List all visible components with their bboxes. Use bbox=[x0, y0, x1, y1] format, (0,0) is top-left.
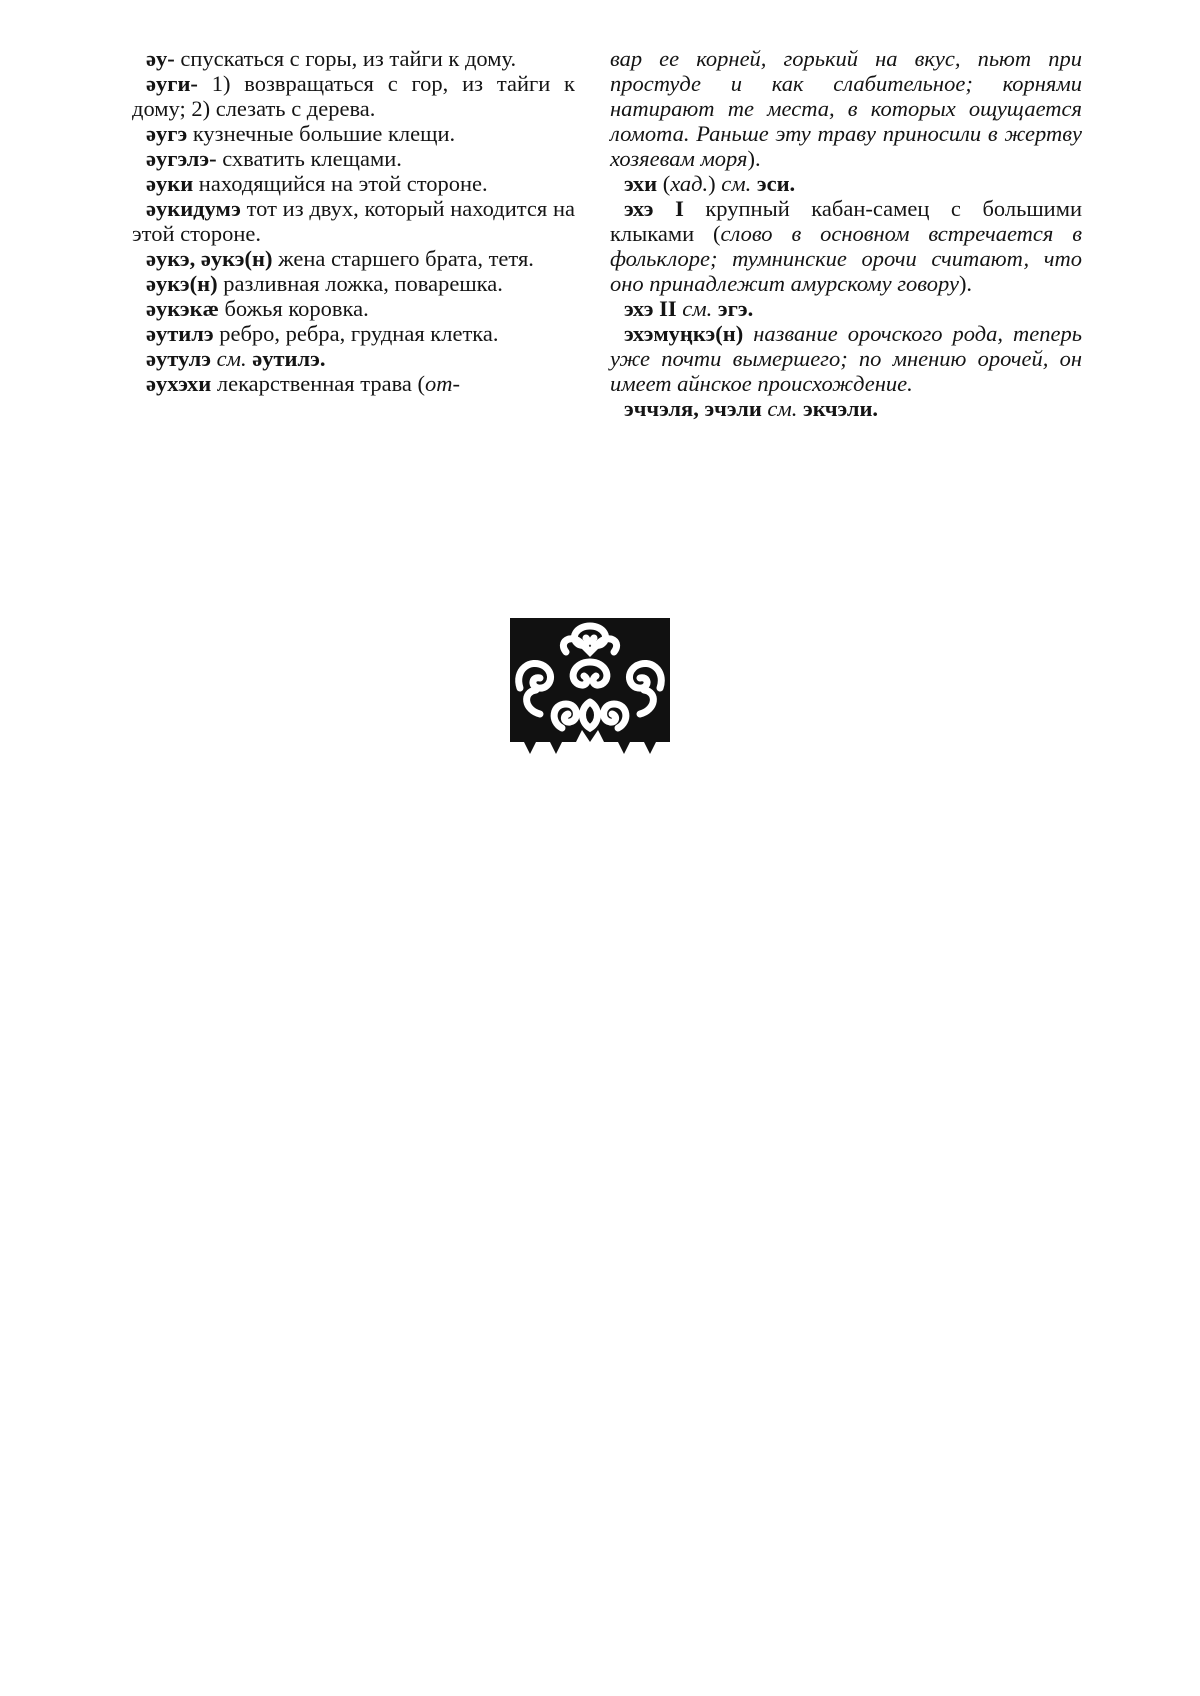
cross-reference: эси. bbox=[751, 171, 796, 196]
definition: находящийся на этой стороне. bbox=[193, 171, 488, 196]
definition: тот из двух, который находится на этой стороне. bbox=[132, 196, 575, 246]
entry bbox=[132, 146, 575, 171]
right-column bbox=[610, 46, 1082, 421]
entry bbox=[132, 46, 575, 71]
definition: 1) возвращаться с гор, из тайги к дому; 2) слезать с дерева. bbox=[132, 71, 575, 121]
entry bbox=[132, 321, 575, 346]
definition-italic: название орочского рода, теперь уже почти вымершего; по мнению орочей, он имеет айнское происхождение. bbox=[610, 321, 1082, 396]
definition: разливная ложка, поварешка. bbox=[217, 271, 503, 296]
entry bbox=[610, 321, 1082, 396]
entry bbox=[132, 71, 575, 121]
definition: схватить клещами. bbox=[216, 146, 402, 171]
ornament-icon bbox=[510, 618, 670, 754]
entry bbox=[132, 271, 575, 296]
label-italic: см. bbox=[761, 396, 798, 421]
headword: əутулэ bbox=[146, 346, 212, 371]
headword: əукэкæ bbox=[146, 296, 219, 321]
label-italic: см. bbox=[676, 296, 713, 321]
headword: əугэлэ- bbox=[146, 146, 217, 171]
entry bbox=[132, 371, 575, 396]
headword: эхэ II bbox=[624, 296, 677, 321]
definition: ) bbox=[708, 171, 722, 196]
cross-reference: экчэли. bbox=[797, 396, 879, 421]
entry bbox=[132, 121, 575, 146]
label-italic: хад. bbox=[670, 171, 709, 196]
definition: спускаться с горы, из тайги к дому. bbox=[174, 46, 517, 71]
headword: əуки bbox=[146, 171, 194, 196]
headword: əукидумэ bbox=[146, 196, 241, 221]
definition: ( bbox=[657, 171, 671, 196]
cross-reference: эгэ. bbox=[712, 296, 754, 321]
entry bbox=[610, 171, 1082, 196]
definition: ). bbox=[958, 271, 973, 296]
label-italic: см. bbox=[721, 171, 752, 196]
entry bbox=[610, 196, 1082, 296]
headword: əухэхи bbox=[146, 371, 212, 396]
entry bbox=[132, 346, 575, 371]
entry bbox=[610, 396, 1082, 421]
definition: божья коровка. bbox=[218, 296, 369, 321]
headword: əу- bbox=[146, 46, 175, 71]
headword: əуги- bbox=[146, 71, 198, 96]
headword: эхи bbox=[624, 171, 658, 196]
entry bbox=[132, 296, 575, 321]
left-column bbox=[132, 46, 575, 396]
entry-continuation bbox=[610, 46, 1082, 171]
definition-italic: от- bbox=[425, 371, 461, 396]
headword: əукэ, əукэ(н) bbox=[146, 246, 273, 271]
definition: лекарственная трава ( bbox=[211, 371, 426, 396]
headword: əутилэ bbox=[146, 321, 214, 346]
headword: əукэ(н) bbox=[146, 271, 218, 296]
headword: эччэля, эчэли bbox=[624, 396, 762, 421]
headword: эхэмуңкэ(н) bbox=[624, 321, 744, 346]
definition-italic: слово в основном встречается в фольклоре; тумнинские орочи считают, что оно принадлежит амурскому говору bbox=[610, 221, 1082, 296]
headword: əугэ bbox=[146, 121, 188, 146]
entry bbox=[132, 171, 575, 196]
entry bbox=[610, 296, 1082, 321]
definition-italic: вар ее корней, горький на вкус, пьют при простуде и как слабительное; корнями натирают те места, в которых ощущается ломота. Раньше эту траву приносили в жертву хозяевам моря bbox=[610, 46, 1082, 171]
definition: ). bbox=[747, 146, 761, 171]
label-italic: см. bbox=[216, 346, 247, 371]
cross-reference: əутилэ. bbox=[246, 346, 326, 371]
entry bbox=[132, 196, 575, 246]
headword: эхэ I bbox=[624, 196, 684, 221]
definition: крупный кабан-самец с большими клыками ( bbox=[610, 196, 1082, 246]
definition: жена старшего брата, тетя. bbox=[272, 246, 534, 271]
definition: кузнечные большие клещи. bbox=[187, 121, 456, 146]
entry bbox=[132, 246, 575, 271]
definition: ребро, ребра, грудная клетка. bbox=[213, 321, 499, 346]
